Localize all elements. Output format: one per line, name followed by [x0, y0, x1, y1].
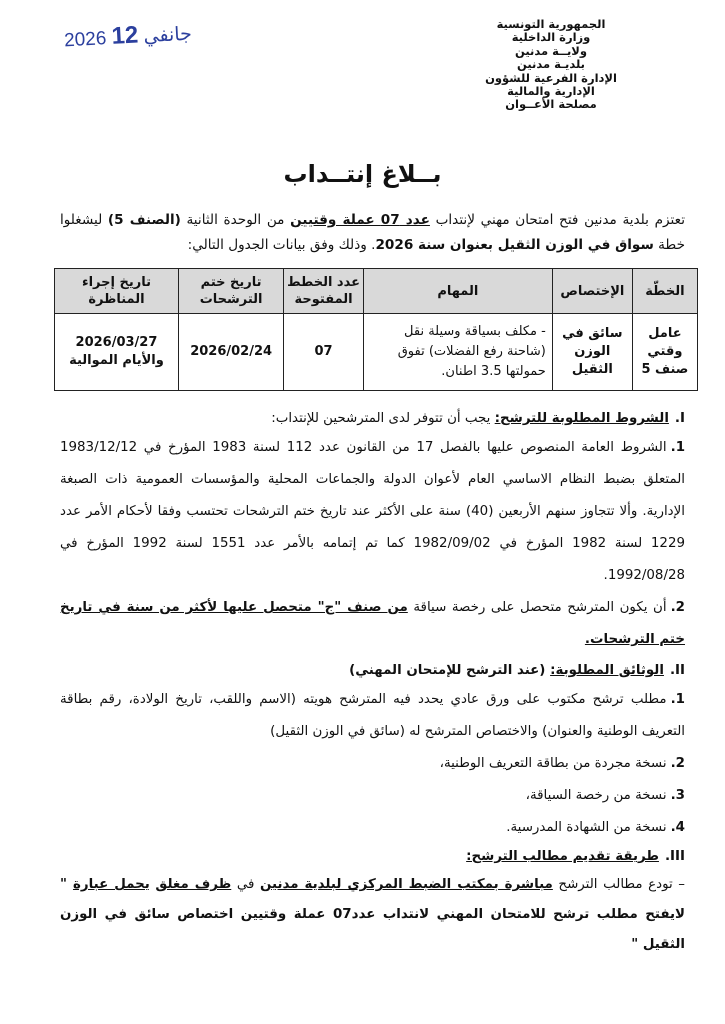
intro-count: عدد 07 عملة وقتيين	[290, 212, 430, 228]
table-row	[55, 314, 698, 391]
list-item	[60, 432, 685, 592]
item-text: مطلب ترشح مكتوب على ورق عادي يحدد فيه المترشح هويته (الاسم واللقب، تاريخ الولادة، رقم بطاقة التعريف الوطنية والعنوان) والاختصاص المترشح له (سائق في الوزن الثقيل)	[60, 692, 685, 739]
document-title: بــلاغ إنتــداب	[283, 160, 442, 188]
header-line: ولايــة مدنين	[515, 43, 587, 58]
submission-paragraph	[60, 870, 685, 960]
cell-plan: عامل وقتي صنف 5	[632, 314, 697, 391]
stamp-month: جانفي	[143, 23, 193, 48]
header-specialty: الإختصاص	[552, 269, 632, 314]
exam-date-suffix: والأيام الموالية	[69, 353, 164, 368]
exam-date: 2026/03/27	[75, 335, 158, 350]
header-line: بلديـة مدنين	[516, 57, 585, 72]
header-plan: الخطّة	[632, 269, 697, 314]
received-date-stamp	[63, 19, 192, 54]
cell-exam-date	[55, 314, 179, 391]
item-text-emphasis: يحمل عبارة	[72, 877, 150, 892]
section-title: الوثائق المطلوبة:	[550, 663, 664, 678]
item-text: أن يكون المترشح متحصل على رخصة سياقة	[407, 600, 667, 615]
section-title: طريقة تقديم مطالب الترشح:	[466, 849, 659, 864]
intro-text: ليشغلوا خطة	[60, 212, 685, 253]
section-title: الشروط المطلوبة للترشح:	[494, 411, 669, 426]
list-item	[60, 748, 685, 780]
list-item	[60, 684, 685, 748]
header-count: عدد الخطط المفتوحة	[284, 269, 364, 314]
intro-position: سواق في الوزن الثقيل بعنوان سنة 2026	[375, 237, 654, 253]
intro-class: (الصنف 5)	[107, 212, 181, 228]
list-item	[60, 592, 685, 656]
cell-count: 07	[284, 314, 364, 391]
intro-text: . وذلك وفق بيانات الجدول التالي:	[187, 237, 376, 253]
item-number: 1.	[670, 440, 686, 455]
cell-tasks: - مكلف بسياقة وسيلة نقل (شاحنة رفع الفضلات) تفوق حمولتها 3.5 اطنان.	[363, 314, 552, 391]
section-submission	[60, 844, 685, 870]
section-number: I.	[674, 411, 685, 426]
header-line: مصلحة الأعــوان	[505, 97, 597, 112]
item-number: 2.	[670, 600, 685, 615]
item-text: الشروط العامة المنصوص عليها بالفصل 17 من القانون عدد 112 لسنة 1983 المؤرخ في 1983/12/12 المتعلق بضبط النظام الاساسي العام لأعوان الدولة والجماعات المحلية والمؤسسات العمومية ذات الصبغة الإدارية. وألا تتجاوز سنهم الأربعين (40) سنة على الأكثر عند تاريخ ختم الترشحات تحتسب وفقا لأحكام الأمر عدد 1229 لسنة 1982 المؤرخ في 1982/09/02 كما تم إتمامه بالأمر عدد 1551 لسنة 1992 المؤرخ في 1992/08/28.	[60, 440, 686, 583]
positions-table	[54, 268, 698, 391]
header-line: وزارة الداخلية	[511, 30, 591, 45]
list-item	[60, 780, 685, 812]
header-line: الإدارة الفرعية للشؤون	[485, 70, 617, 85]
item-number: 4.	[670, 820, 685, 835]
header-line: الإدارية والمالية	[507, 84, 595, 99]
item-number: 2.	[670, 756, 685, 771]
item-text: – تودع مطالب الترشح	[552, 877, 686, 892]
intro-text: تعتزم بلدية مدنين فتح امتحان مهني لإنتداب	[429, 212, 685, 228]
item-text: نسخة من الشهادة المدرسية.	[506, 820, 667, 835]
envelope-phrase: " لايفتح مطلب ترشح للامتحان المهني لانتداب عدد07 عملة وقتيين اختصاص سائق في الوزن الثقيل "	[60, 877, 685, 952]
item-text: نسخة من رخصة السياقة،	[525, 788, 667, 803]
item-number: 1.	[670, 692, 685, 707]
header-deadline: تاريخ ختم الترشحات	[178, 269, 283, 314]
section-number: II.	[669, 663, 685, 678]
cell-specialty: سائق في الوزن الثقيل	[552, 314, 632, 391]
section-lead: يجب أن تتوفر لدى المترشحين للإنتداب:	[271, 411, 495, 426]
header-tasks: المهام	[363, 269, 552, 314]
document-body	[60, 406, 685, 960]
stamp-year: 2026	[63, 28, 107, 52]
intro-paragraph	[60, 208, 685, 258]
item-text-emphasis: مباشرة بمكتب الضبط المركزي لبلدية مدنين	[259, 877, 553, 892]
item-number: 3.	[670, 788, 685, 803]
issuer-header	[421, 18, 681, 112]
item-text: في	[231, 877, 260, 892]
list-item	[60, 812, 685, 844]
section-conditions	[60, 406, 685, 432]
section-documents	[60, 658, 685, 684]
header-exam-date: تاريخ إجراء المناظرة	[55, 269, 179, 314]
table-header-row	[55, 269, 698, 314]
item-text-emphasis: من صنف "ج" متحصل عليها لأكثر من سنة في تاريخ ختم الترشحات.	[60, 600, 685, 647]
section-number: III.	[664, 849, 685, 864]
cell-deadline: 2026/02/24	[178, 314, 283, 391]
section-lead: (عند الترشح للإمتحان المهني)	[349, 663, 551, 678]
item-text-emphasis: ظرف مغلق	[155, 877, 232, 892]
stamp-day: 12	[110, 21, 139, 50]
header-line: الجمهورية التونسية	[496, 17, 606, 31]
item-text: نسخة مجردة من بطاقة التعريف الوطنية،	[439, 756, 667, 771]
intro-text: من الوحدة الثانية	[180, 212, 291, 228]
